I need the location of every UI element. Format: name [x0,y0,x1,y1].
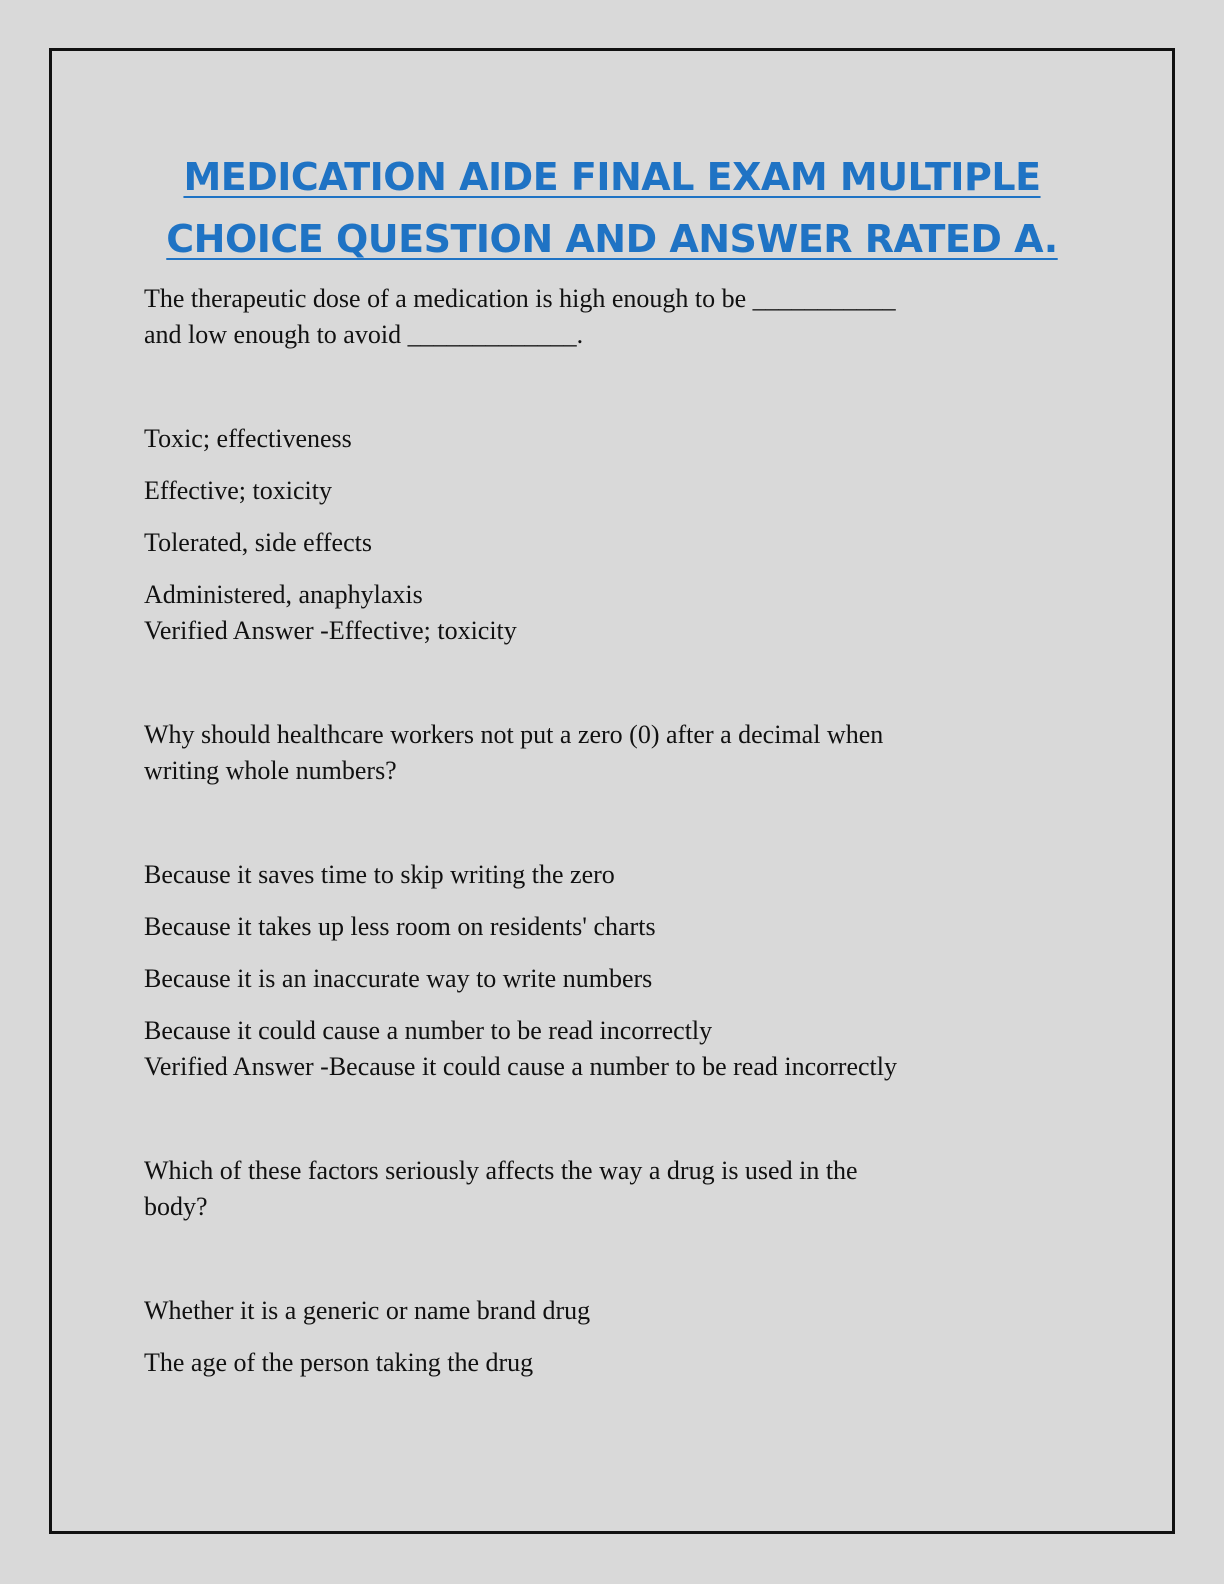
title-line-1: MEDICATION AIDE FINAL EXAM MULTIPLE [183,155,1041,199]
question-3-line-2: body? [144,1192,208,1221]
question-1-line-1: The therapeutic dose of a medication is high enough to be ___________ [144,284,896,313]
question-2-verified-answer: Verified Answer -Because it could cause a number to be read incorrectly [144,1052,897,1081]
question-2-line-2: writing whole numbers? [144,756,397,785]
question-block-2 [144,717,1084,1085]
document-content [144,281,1084,1381]
question-block-1 [144,281,1084,649]
question-1-option-1: Toxic; effectiveness [144,424,352,453]
question-block-3 [144,1153,1084,1381]
question-1-option-3: Tolerated, side effects [144,528,372,557]
question-2-option-3: Because it is an inaccurate way to write numbers [144,964,653,993]
question-1-option-2: Effective; toxicity [144,476,332,505]
question-3-option-2: The age of the person taking the drug [144,1348,534,1377]
question-2-option-4: Because it could cause a number to be read incorrectly [144,1016,713,1045]
question-1-option-4: Administered, anaphylaxis [144,580,423,609]
title-line-2: CHOICE QUESTION AND ANSWER RATED A. [166,217,1058,261]
question-3-option-1: Whether it is a generic or name brand drug [144,1296,591,1325]
question-2-line-1: Why should healthcare workers not put a zero (0) after a decimal when [144,720,884,749]
document-title [0,146,1224,270]
question-1-line-2: and low enough to avoid _____________. [144,320,584,349]
question-2-option-1: Because it saves time to skip writing the zero [144,860,615,889]
question-3-line-1: Which of these factors seriously affects the way a drug is used in the [144,1156,858,1185]
question-2-option-2: Because it takes up less room on residents' charts [144,912,656,941]
question-1-verified-answer: Verified Answer -Effective; toxicity [144,616,517,645]
